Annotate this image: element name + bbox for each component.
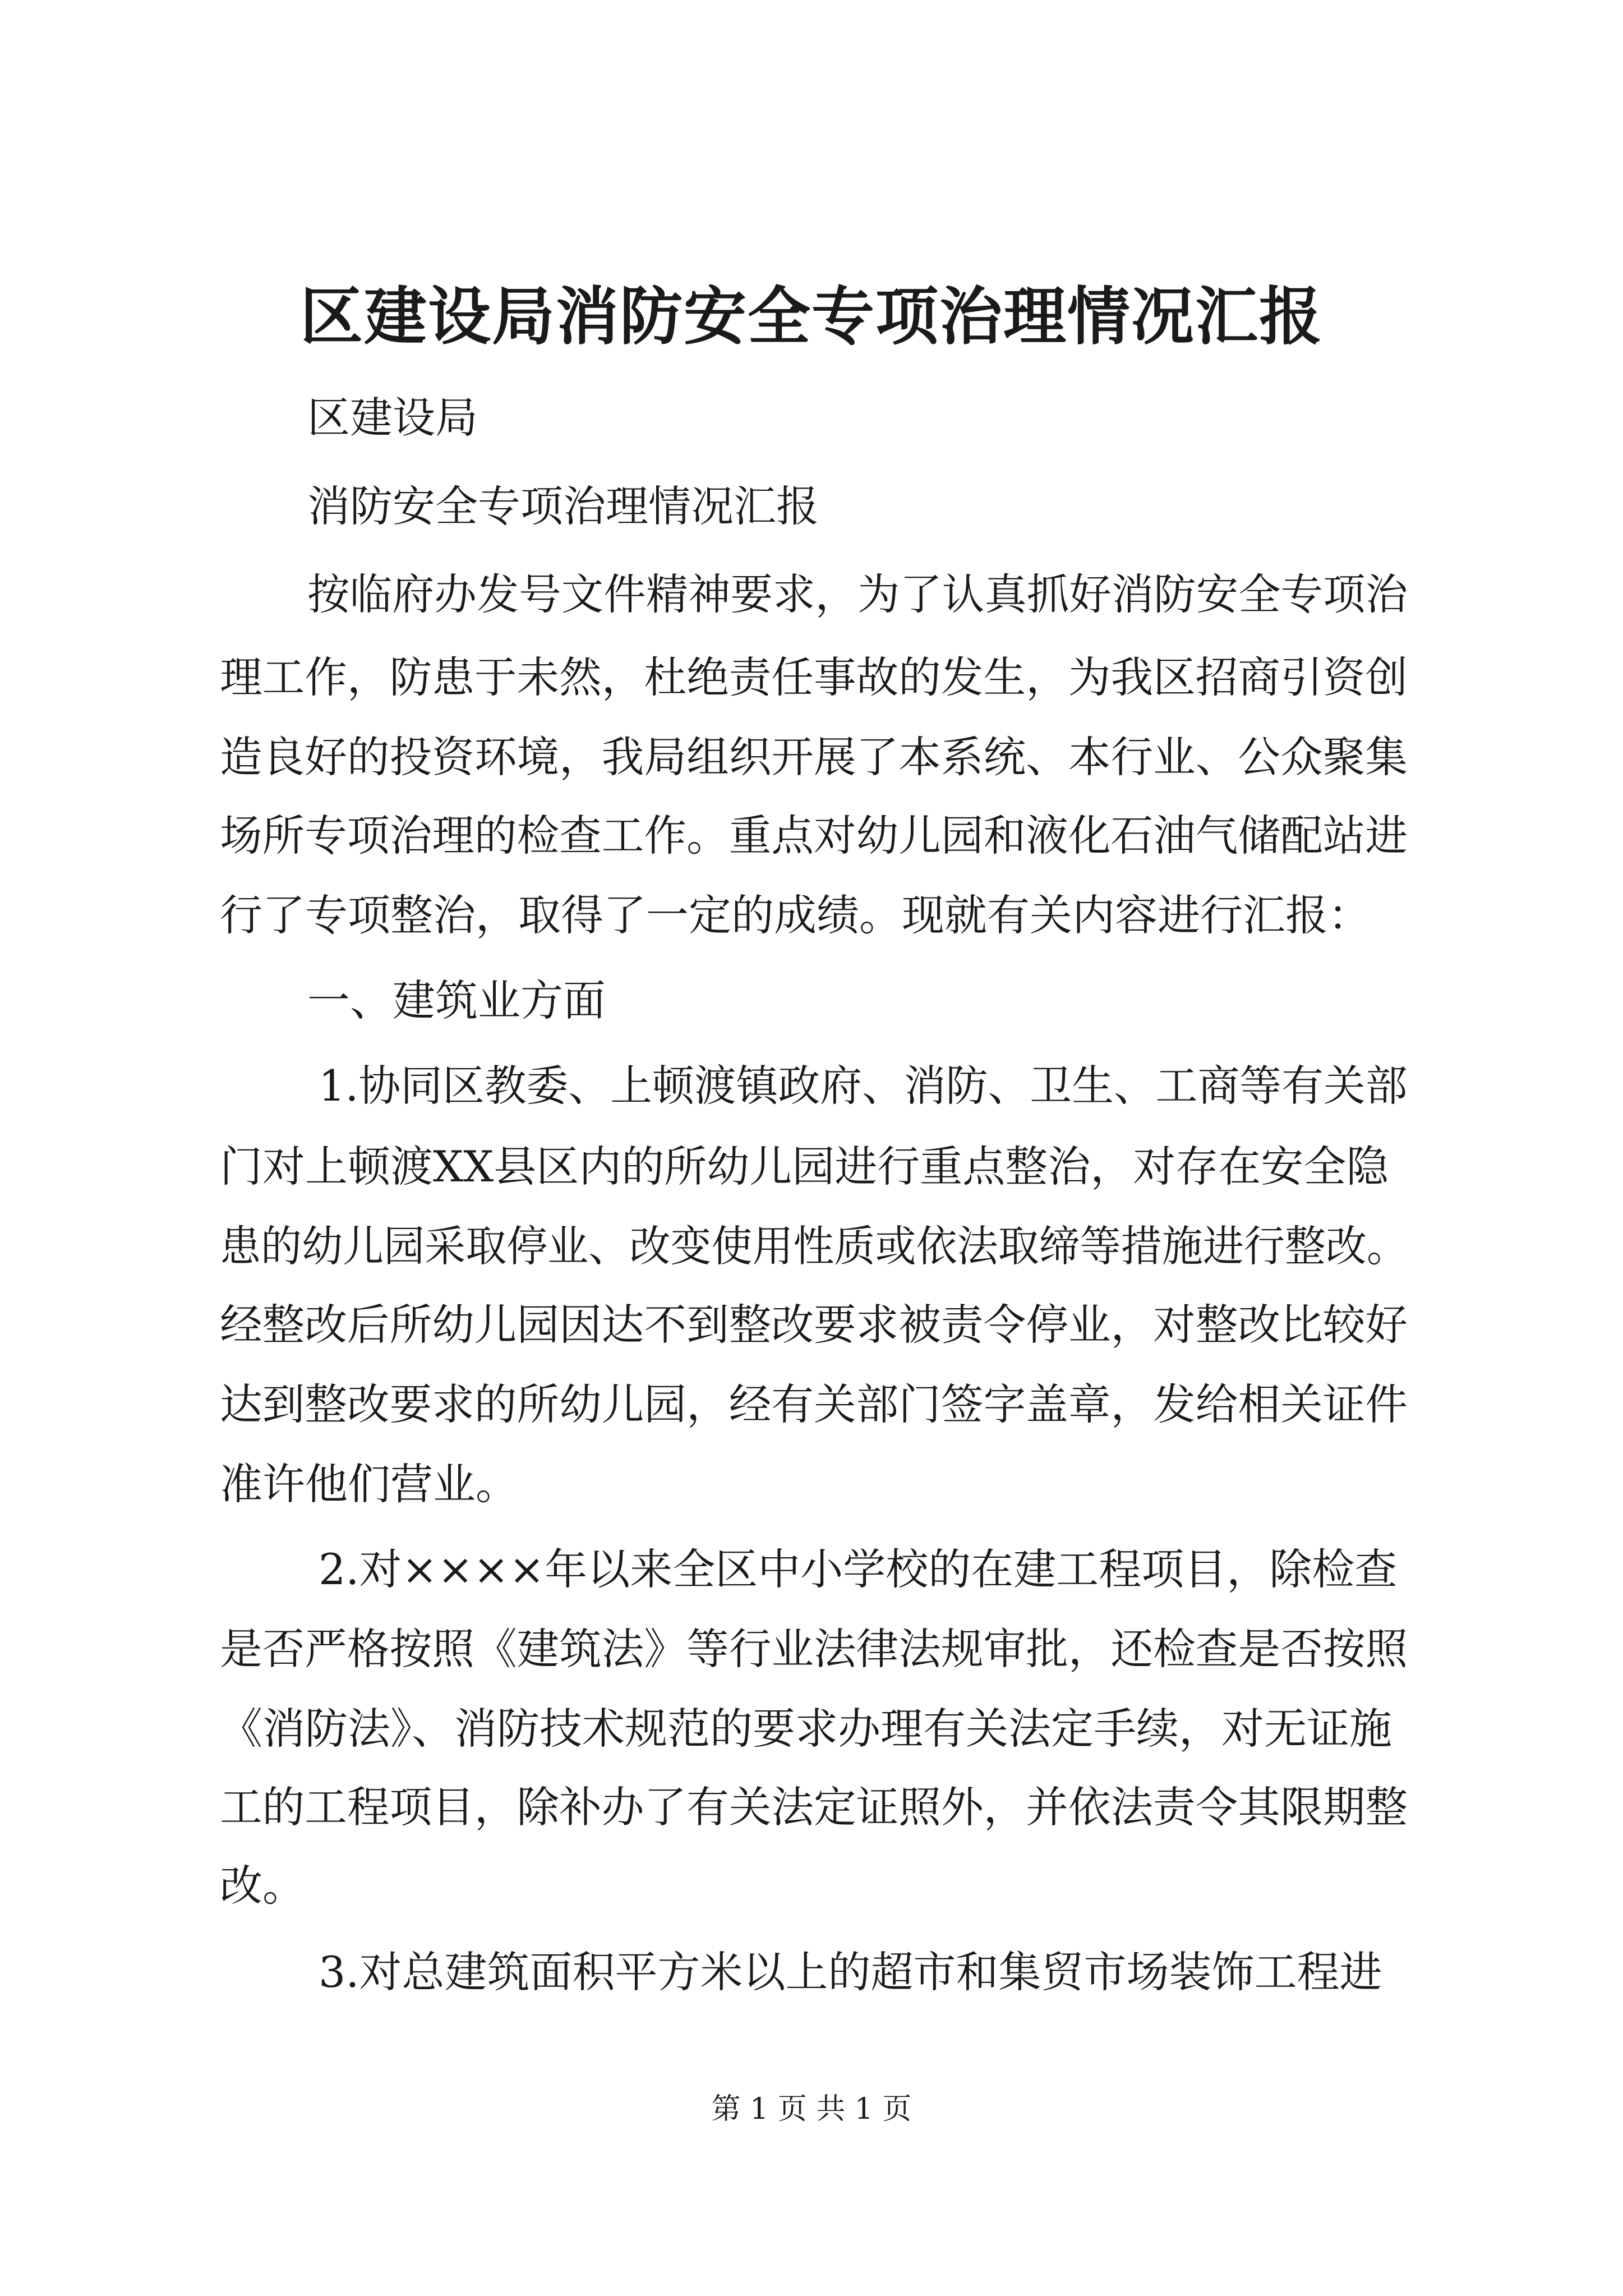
page-number-footer: 第 1 页 共 1 页 bbox=[711, 2092, 912, 2126]
body-line-11: 患的幼儿园采取停业、改变使用性质或依法取缔等措施进行整改。 bbox=[220, 1221, 1408, 1271]
body-line-3: 按临府办发号文件精神要求，为了认真抓好消防安全专项治 bbox=[307, 569, 1408, 619]
body-line-13: 达到整改要求的所幼儿园，经有关部门签字盖章，发给相关证件 bbox=[220, 1379, 1408, 1429]
body-line-9: 1.协同区教委、上顿渡镇政府、消防、卫生、工商等有关部 bbox=[319, 1061, 1408, 1111]
body-line-14: 准许他们营业。 bbox=[220, 1459, 518, 1509]
body-line-7: 行了专项整治，取得了一定的成绩。现就有关内容进行汇报： bbox=[220, 890, 1371, 940]
body-line-4: 理工作，防患于未然，杜绝责任事故的发生，为我区招商引资创 bbox=[220, 652, 1408, 702]
body-line-17: 《消防法》、消防技术规范的要求办理有关法定手续，对无证施 bbox=[220, 1704, 1392, 1754]
body-line-20: 3.对总建筑面积平方米以上的超市和集贸市场装饰工程进 bbox=[319, 1947, 1382, 1997]
body-line-18: 工的工程项目，除补办了有关法定证照外，并依法责令其限期整 bbox=[220, 1782, 1408, 1832]
document-title: 区建设局消防安全专项治理情况汇报 bbox=[300, 280, 1323, 353]
body-line-6: 场所专项治理的检查工作。重点对幼儿园和液化石油气储配站进 bbox=[220, 811, 1408, 861]
body-line-15: 2.对××××年以来全区中小学校的在建工程项目，除检查 bbox=[319, 1544, 1398, 1594]
body-line-2: 消防安全专项治理情况汇报 bbox=[307, 481, 819, 531]
body-line-10: 门对上顿渡XX县区内的所幼儿园进行重点整治，对存在安全隐 bbox=[220, 1142, 1389, 1191]
body-line-19: 改。 bbox=[220, 1861, 305, 1911]
body-line-12: 经整改后所幼儿园因达不到整改要求被责令停业，对整改比较好 bbox=[220, 1300, 1408, 1350]
body-line-8: 一、建筑业方面 bbox=[307, 976, 606, 1025]
body-line-16: 是否严格按照《建筑法》等行业法律法规审批，还检查是否按照 bbox=[220, 1624, 1408, 1674]
body-line-1: 区建设局 bbox=[307, 393, 478, 443]
body-line-5: 造良好的投资环境，我局组织开展了本系统、本行业、公众聚集 bbox=[220, 732, 1408, 782]
